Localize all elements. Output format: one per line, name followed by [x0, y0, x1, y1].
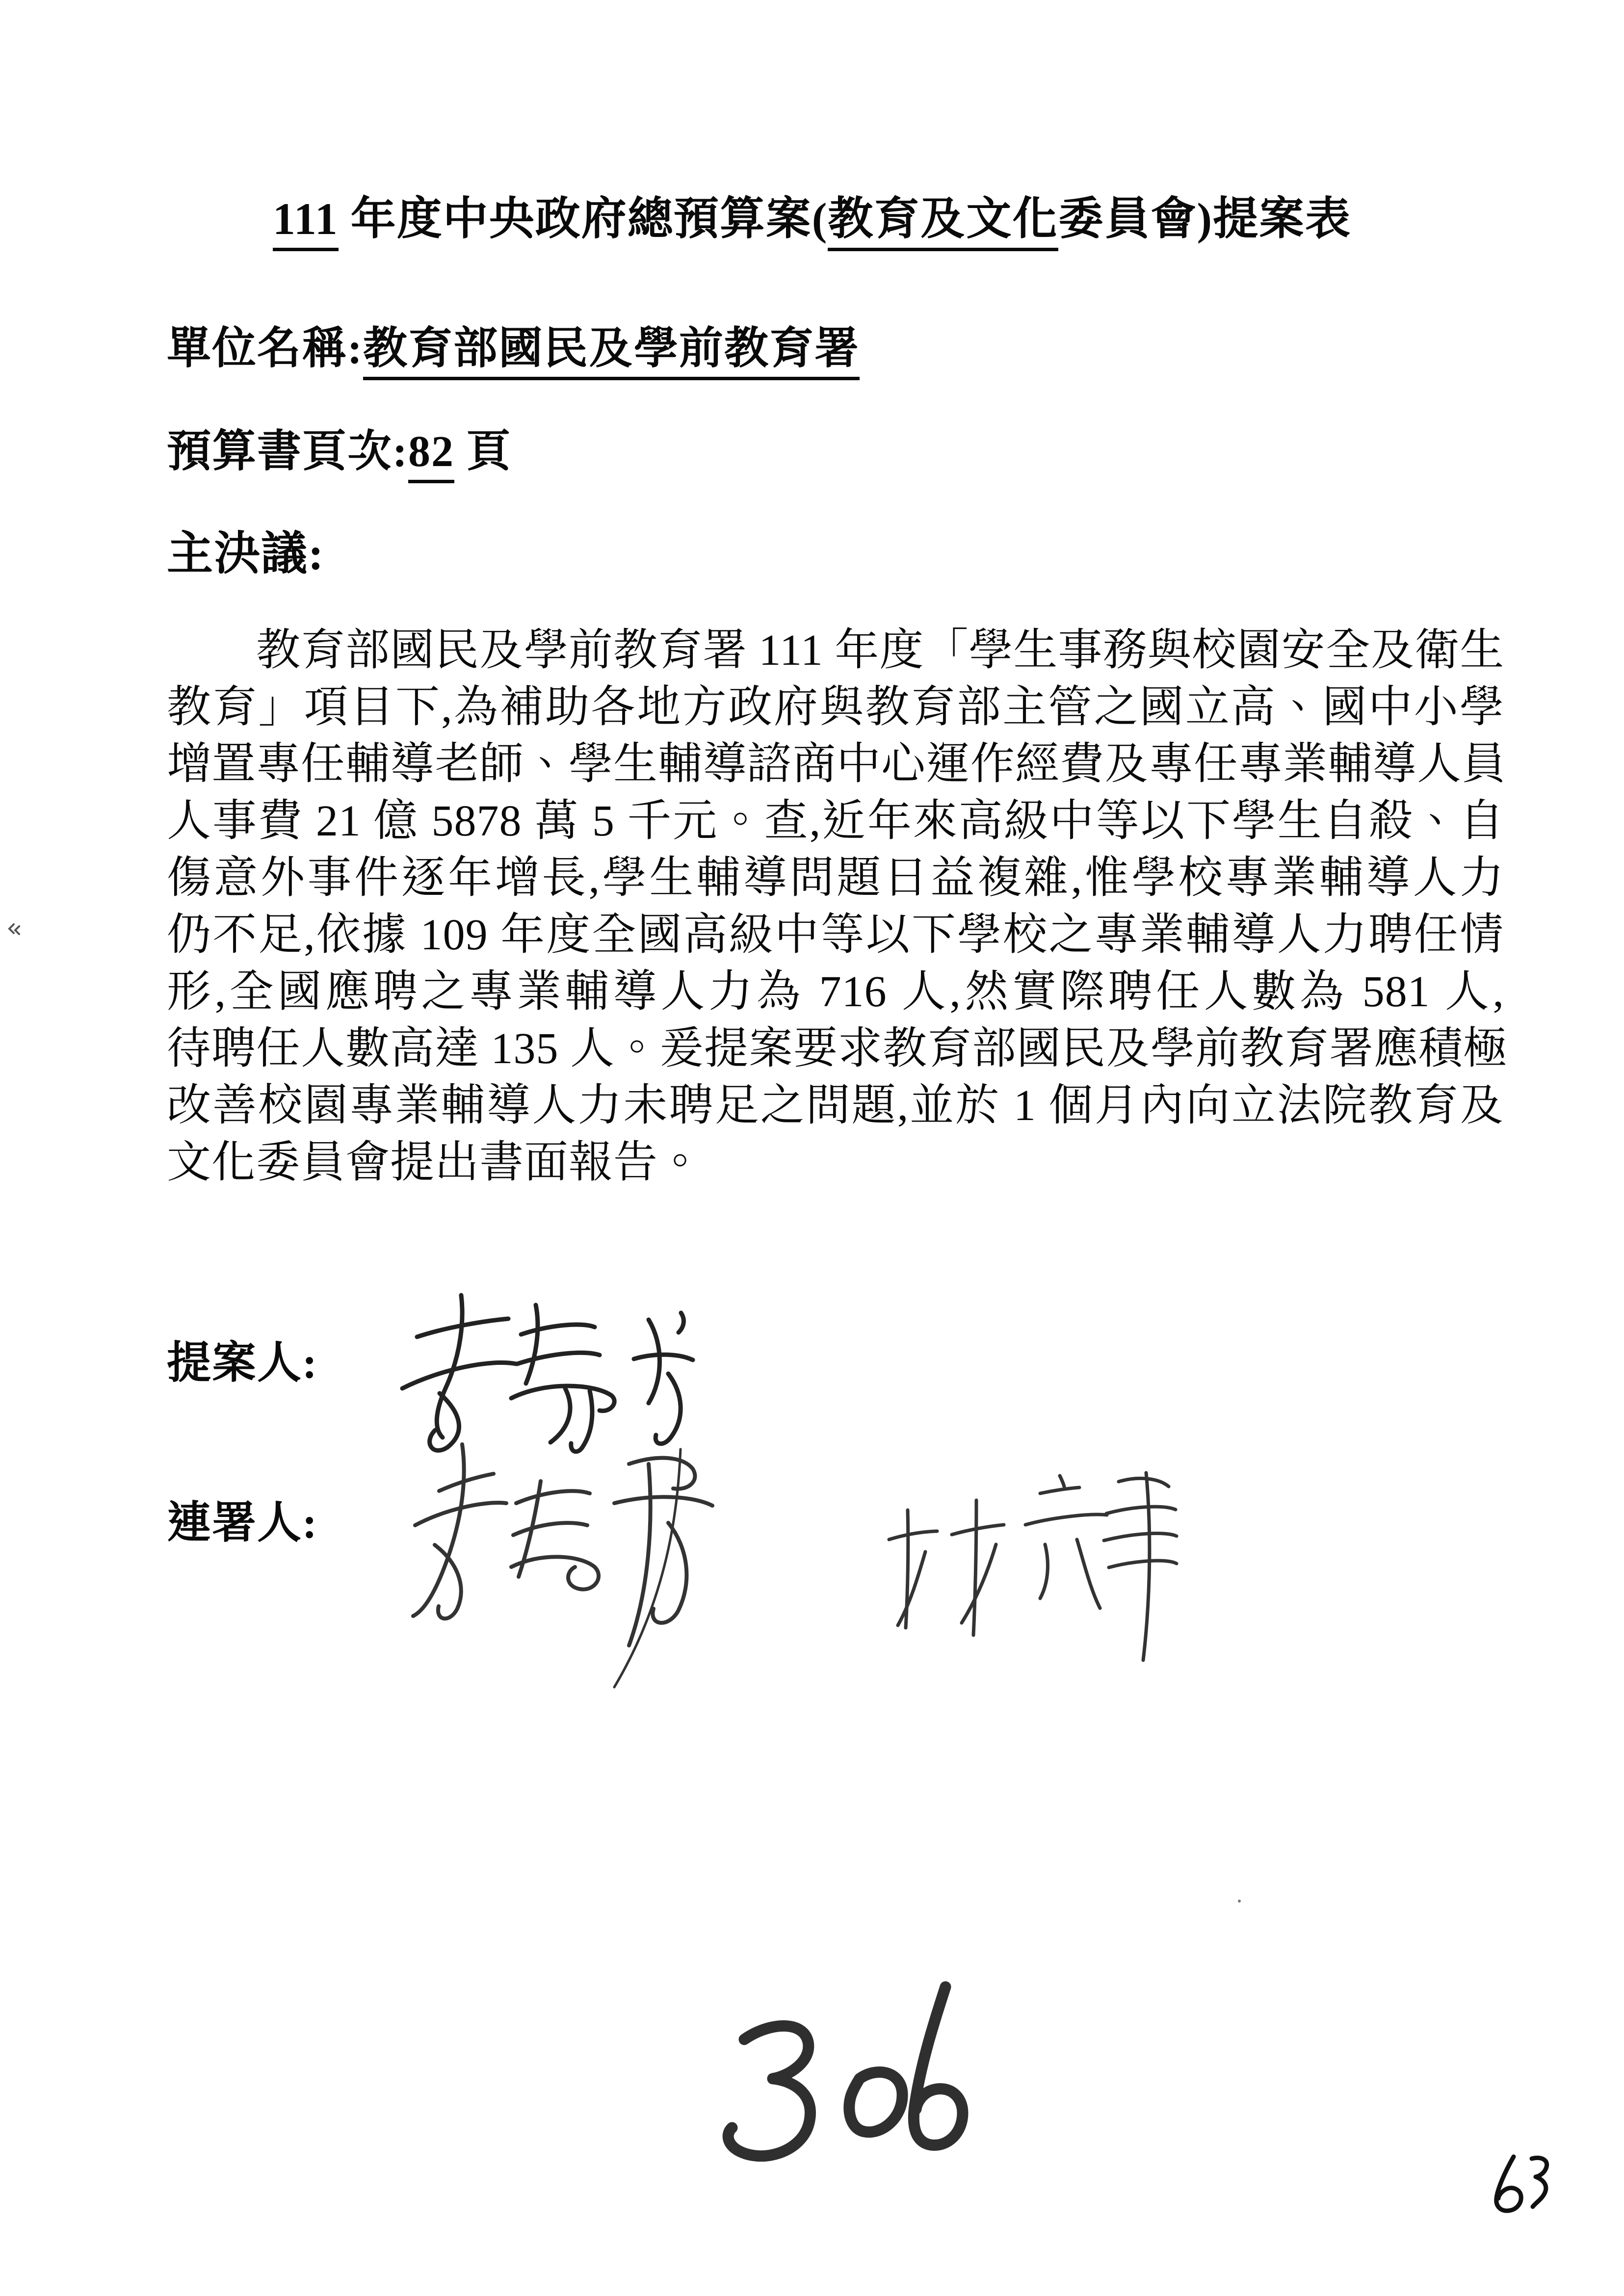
resolution-line: 人事費 21 億 5878 萬 5 千元。查,近年來高級中等以下學生自殺、自 — [167, 797, 1504, 845]
main-resolution-heading: 主決議: — [167, 528, 325, 579]
resolution-line: 待聘任人數高達 135 人。爰提案要求教育部國民及學前教育署應積極 — [167, 1024, 1508, 1073]
handwritten-proposal-number — [714, 1980, 974, 2191]
unit-name-value: 教育部國民及學前教育署 — [363, 324, 860, 380]
budget-page-suffix: 頁 — [454, 427, 512, 476]
cosigner-signature-1 — [393, 1434, 751, 1694]
resolution-line: 教育部國民及學前教育署 111 年度「學生事務與校園安全及衛生 — [256, 626, 1505, 675]
resolution-line: 增置專任輔導老師、學生輔導諮商中心運作經費及專任專業輔導人員 — [167, 740, 1506, 788]
cosigner-label: 連署人: — [167, 1499, 318, 1547]
title-tail-text: 委員會)提案表 — [1058, 194, 1352, 244]
resolution-paragraph — [167, 622, 1508, 1191]
unit-name-row — [167, 312, 860, 376]
title-committee-underlined: 教育及文化 — [828, 194, 1058, 251]
scan-speck-left-edge — [7, 922, 22, 939]
resolution-line: 傷意外事件逐年增長,學生輔導問題日益複雜,惟學校專業輔導人力 — [167, 854, 1504, 902]
resolution-line: 教育」項目下,為補助各地方政府與教育部主管之國立高、國中小學 — [167, 683, 1504, 731]
budget-page-value: 82 — [408, 427, 454, 483]
resolution-line: 文化委員會提出書面報告。 — [167, 1138, 703, 1187]
title-year-underlined: 111 — [273, 194, 339, 251]
budget-page-row — [167, 415, 511, 479]
budget-page-label: 預算書頁次: — [167, 427, 408, 476]
title-middle-text: 年度中央政府總預算案( — [338, 194, 828, 244]
resolution-line: 形,全國應聘之專業輔導人力為 716 人,然實際聘任人數為 581 人, — [167, 967, 1504, 1016]
unit-name-label: 單位名稱: — [167, 324, 363, 373]
page-title — [0, 183, 1624, 247]
handwritten-corner-page-number — [1486, 2152, 1562, 2218]
resolution-line: 仍不足,依據 109 年度全國高級中等以下學校之專業輔導人力聘任情 — [167, 911, 1504, 959]
resolution-line: 改善校園專業輔導人力未聘足之問題,並於 1 個月內向立法院教育及 — [167, 1081, 1504, 1130]
cosigner-signature-2 — [883, 1466, 1182, 1662]
scan-speck-dot — [1238, 1900, 1241, 1903]
proposer-label: 提案人: — [167, 1339, 318, 1387]
